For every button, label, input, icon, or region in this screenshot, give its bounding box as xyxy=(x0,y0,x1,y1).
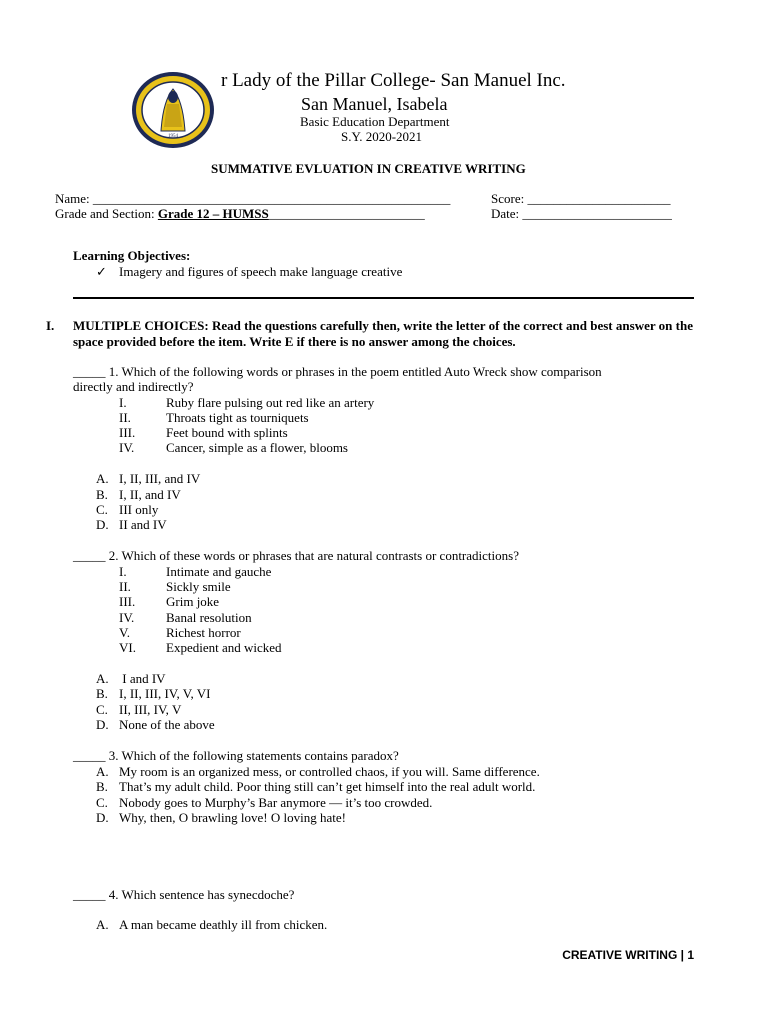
choice-letter: B. xyxy=(96,686,108,701)
check-icon: ✓ xyxy=(96,264,107,279)
choice-text: II and IV xyxy=(119,517,167,532)
choice-letter: A. xyxy=(96,471,109,486)
school-location: San Manuel, Isabela xyxy=(301,94,448,114)
roman-numeral: VI. xyxy=(119,640,136,655)
date-label: Date: xyxy=(491,206,520,221)
choice-text: I, II, III, and IV xyxy=(119,471,201,486)
choice-text: That’s my adult child. Poor thing still can’t get himself into the real adult world. xyxy=(119,779,536,794)
question-1-line1: _____ 1. Which of the following words or phrases in the poem entitled Auto Wreck show comparison xyxy=(73,364,602,379)
name-field xyxy=(55,191,450,207)
name-blank: _______________________________________________________ xyxy=(92,191,451,206)
choice-letter: D. xyxy=(96,517,109,532)
roman-item: Cancer, simple as a flower, blooms xyxy=(166,440,348,455)
page-footer: CREATIVE WRITING | 1 xyxy=(562,948,694,962)
choice-text: None of the above xyxy=(119,717,215,732)
date-blank: _______________________ xyxy=(522,206,672,221)
name-label: Name: xyxy=(55,191,90,206)
roman-numeral: III. xyxy=(119,425,136,440)
question-1-line2: directly and indirectly? xyxy=(73,379,194,394)
roman-item: Ruby flare pulsing out red like an artery xyxy=(166,395,375,410)
school-name: r Lady of the Pillar College- San Manuel Inc. xyxy=(221,70,566,91)
roman-item: Intimate and gauche xyxy=(166,564,272,579)
date-field xyxy=(491,206,672,222)
choice-letter: B. xyxy=(96,779,108,794)
choice-text: I and IV xyxy=(119,671,166,686)
question-2-line1: _____ 2. Which of these words or phrases that are natural contrasts or contradictions? xyxy=(73,548,519,563)
choice-text: My room is an organized mess, or controlled chaos, if you will. Same difference. xyxy=(119,764,540,779)
choice-letter: A. xyxy=(96,917,109,932)
question-3-line1: _____ 3. Which of the following statements contains paradox? xyxy=(73,748,399,763)
section-number: I. xyxy=(46,318,55,333)
roman-numeral: II. xyxy=(119,410,131,425)
objectives-heading: Learning Objectives: xyxy=(73,248,191,263)
grade-value: Grade 12 – HUMSS xyxy=(157,206,269,221)
choice-letter: C. xyxy=(96,795,108,810)
grade-section-field xyxy=(55,206,425,222)
choice-letter: D. xyxy=(96,717,109,732)
roman-item: Expedient and wicked xyxy=(166,640,282,655)
roman-numeral: IV. xyxy=(119,440,135,455)
choice-text: II, III, IV, V xyxy=(119,702,182,717)
choice-text: I, II, III, IV, V, VI xyxy=(119,686,211,701)
seal-year: 1954 xyxy=(168,134,178,139)
section-instructions: MULTIPLE CHOICES: Read the questions carefully then, write the letter of the correct and best answer on the space provided before the item. Write E if there is no answer among the choices. xyxy=(73,318,693,349)
roman-numeral: I. xyxy=(119,564,127,579)
choice-text: A man became deathly ill from chicken. xyxy=(119,917,328,932)
roman-item: Throats tight as tourniquets xyxy=(166,410,309,425)
choice-text: Why, then, O brawling love! O loving hate! xyxy=(119,810,346,825)
roman-numeral: V. xyxy=(119,625,130,640)
school-seal-logo xyxy=(131,71,215,149)
roman-numeral: II. xyxy=(119,579,131,594)
roman-item: Feet bound with splints xyxy=(166,425,288,440)
choice-letter: C. xyxy=(96,702,108,717)
score-blank: ______________________ xyxy=(527,191,671,206)
exam-title: SUMMATIVE EVLUATION IN CREATIVE WRITING xyxy=(211,161,526,176)
score-label: Score: xyxy=(491,191,525,206)
roman-numeral: IV. xyxy=(119,610,135,625)
divider-line xyxy=(73,297,694,299)
choice-letter: A. xyxy=(96,764,109,779)
question-4-line1: _____ 4. Which sentence has synecdoche? xyxy=(73,887,295,902)
choice-letter: B. xyxy=(96,487,108,502)
choice-letter: C. xyxy=(96,502,108,517)
grade-blank: ________________________ xyxy=(268,206,425,221)
grade-label: Grade and Section: xyxy=(55,206,155,221)
objective-item: Imagery and figures of speech make language creative xyxy=(119,264,403,279)
choice-letter: D. xyxy=(96,810,109,825)
roman-item: Sickly smile xyxy=(166,579,231,594)
score-field xyxy=(491,191,670,207)
department: Basic Education Department xyxy=(300,114,450,129)
choice-text: Nobody goes to Murphy’s Bar anymore — it’s too crowded. xyxy=(119,795,433,810)
roman-numeral: I. xyxy=(119,395,127,410)
roman-numeral: III. xyxy=(119,594,136,609)
choice-letter: A. xyxy=(96,671,109,686)
roman-item: Banal resolution xyxy=(166,610,252,625)
choice-text: III only xyxy=(119,502,159,517)
roman-item: Grim joke xyxy=(166,594,220,609)
roman-item: Richest horror xyxy=(166,625,241,640)
school-year: S.Y. 2020-2021 xyxy=(341,129,423,144)
choice-text: I, II, and IV xyxy=(119,487,181,502)
